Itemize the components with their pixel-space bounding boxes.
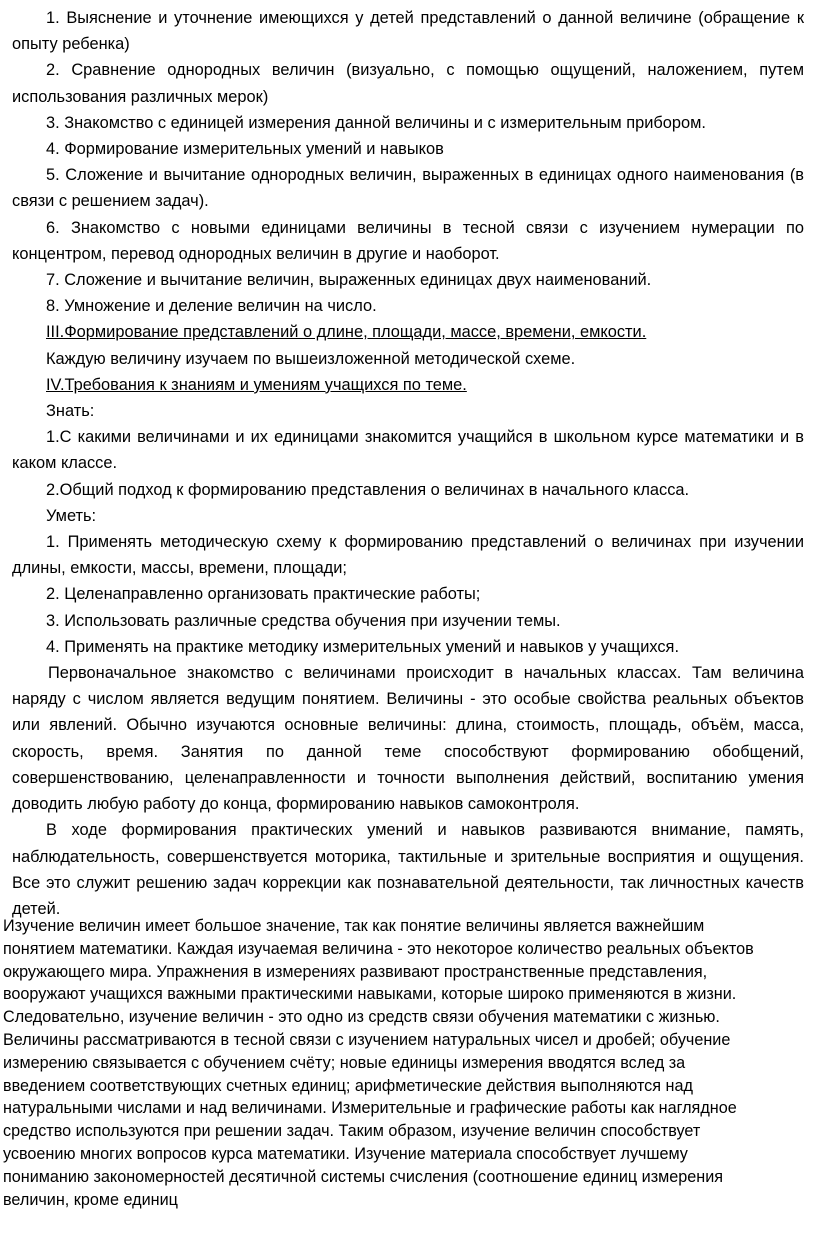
methodology-section [12,5,804,922]
text-line: величин, кроме единиц [3,1190,178,1209]
text-line: усвоению многих вопросов курса математики. Изучение материала способствует лучшему [3,1144,688,1163]
text-line: введением соответствующих счетных единиц; арифметические действия выполняются над [3,1076,693,1095]
paragraph: Первоначальное знакомство с величинами происходит в начальных классах. Там величина наряду с числом является ведущим понятием. Величины - это особые свойства реальных объектов или явлений. Обычно изучаются основные величины: длина, стоимость, площадь, объём, масса, скорость, время. Занятия по данной теме способствуют формированию обобщений, совершенствованию, целенаправленности и точности выполнения действий, воспитанию умения доводить любую работу до конца, формированию навыков самоконтроля. [12,664,804,814]
list-item: 2. Целенаправленно организовать практические работы; [46,585,481,604]
text-line: натуральными числами и над величинами. Измерительные и графические работы как наглядное [3,1099,737,1118]
list-item: 1. Применять методическую схему к формированию представлений о величинах при изучении длины, емкости, массы, времени, площади; [12,533,804,578]
text-line: Изучение величин имеет большое значение, так как понятие величины является важнейшим [3,917,705,935]
importance-section [3,915,803,1211]
text-line: вооружают учащихся важными практическими навыками, которые широко применяются в жизни. [3,985,737,1004]
text-line: средство используются при решении задач. Таким образом, изучение величин способствует [3,1122,701,1141]
text-line: Следовательно, изучение величин - это одно из средств связи обучения математики с жизнью. [3,1008,720,1027]
able-label: Уметь: [46,506,97,525]
list-item: 1. Выяснение и уточнение имеющихся у детей представлений о данной величине (обращение к опыту ребенка) [12,9,804,54]
list-item: 7. Сложение и вычитание величин, выраженных единицах двух наименований. [46,271,652,290]
text-line: измерению связывается с обучением счёту; новые единицы измерения вводятся вслед за [3,1053,686,1072]
text-line: окружающего мира. Упражнения в измерениях развивают пространственные представления, [3,962,708,981]
list-item: 5. Сложение и вычитание однородных величин, выраженных в единицах одного наименования (в связи с решением задач). [12,166,804,211]
paragraph: Каждую величину изучаем по вышеизложенной методической схеме. [46,349,576,368]
list-item: 2. Сравнение однородных величин (визуально, с помощью ощущений, наложением, путем использования различных мерок) [12,61,804,106]
list-item: 3. Использовать различные средства обучения при изучении темы. [46,611,561,630]
text-line: понятием математики. Каждая изучаемая величина - это некоторое количество реальных объектов [3,939,754,958]
section-heading-iii: III.Формирование представлений о длине, площади, массе, времени, емкости. [46,323,647,342]
list-item: 3. Знакомство с единицей измерения данной величины и с измерительным прибором. [46,113,706,132]
text-line: пониманию закономерностей десятичной системы счисления (соотношение единиц измерения [3,1167,724,1186]
list-item: 6. Знакомство с новыми единицами величины в тесной связи с изучением нумерации по концентром, перевод однородных величин в другие и наоборот. [12,218,804,263]
list-item: 4. Формирование измерительных умений и навыков [46,140,444,159]
list-item: 2.Общий подход к формированию представления о величинах в начального класса. [46,480,690,499]
text-line: Величины рассматриваются в тесной связи с изучением натуральных чисел и дробей; обучение [3,1030,731,1049]
list-item: 1.С какими величинами и их единицами знакомится учащийся в школьном курсе математики и в каком классе. [12,428,804,473]
list-item: 4. Применять на практике методику измерительных умений и навыков у учащихся. [46,637,679,656]
paragraph: В ходе формирования практических умений и навыков развиваются внимание, память, наблюдательность, совершенствуется моторика, тактильные и зрительные восприятия и ощущения. Все это служит решению задач коррекции как познавательной деятельности, так личностных качеств детей. [12,821,804,918]
section-heading-iv: IV.Требования к знаниям и умениям учащихся по теме. [46,375,467,394]
list-item: 8. Умножение и деление величин на число. [46,297,377,316]
know-label: Знать: [46,402,95,421]
